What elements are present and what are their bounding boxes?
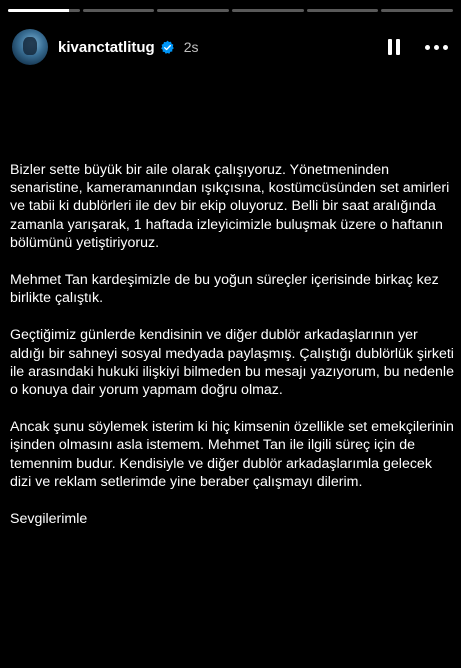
story-segment-fill bbox=[8, 9, 69, 12]
story-segment bbox=[157, 9, 229, 12]
paragraph-1: Bizler sette büyük bir aile olarak çalışıyoruz. Yönetmeninden senaristine, kameramanından ışıkçısına, kostümcüsünden set amirleri ve tabii ki dublörleri ile dev bir ekip oluyoruz. Belli bir saat aralığında zamanla yarışarak, 1 haftada izleyicimizle buluşmak üzere o haftanın bölümünü yetiştiriyoruz. bbox=[10, 162, 450, 251]
story-header bbox=[12, 27, 449, 67]
post-time: 2s bbox=[183, 39, 199, 55]
username[interactable]: kivanctatlitug bbox=[58, 38, 155, 56]
story-progress-bar bbox=[8, 9, 453, 12]
profile-avatar[interactable] bbox=[12, 29, 48, 65]
more-options-icon[interactable] bbox=[423, 36, 449, 58]
paragraph-4: Ancak şunu söylemek isterim ki hiç kimsenin özellikle set emekçilerinin işinden olmasını asla istemem. Mehmet Tan ile ilgili süreç için de temennim budur. Kendisiyle ve diğer dublör arkadaşlarımla gelecek dizi ve reklam setlerimde yine beraber çalışmayı dilerim. bbox=[10, 419, 454, 490]
paragraph-3: Geçtiğimiz günlerde kendisinin ve diğer dublör arkadaşlarının yer aldığı bir sahneyi sosyal medyada paylaşmış. Çalıştığı dublörlük şirketi ile arasındaki hukuki ilişkiyi bilmeden bu mesajı yazıyorum, bu nedenle o konuya dair yorum yapmam doğru olmaz. bbox=[10, 327, 454, 399]
sign-off: Sevgilerimle bbox=[10, 511, 88, 528]
paragraph-2: Mehmet Tan kardeşimizle de bu yoğun süreçler içerisinde birkaç kez birlikte çalıştık. bbox=[10, 272, 439, 307]
story-segment bbox=[232, 9, 304, 12]
pause-icon[interactable] bbox=[383, 36, 405, 58]
story-segment bbox=[8, 9, 80, 12]
story-text bbox=[10, 161, 455, 547]
story-segment bbox=[307, 9, 379, 12]
verified-badge-icon bbox=[160, 40, 175, 55]
story-segment bbox=[381, 9, 453, 12]
story-segment bbox=[83, 9, 155, 12]
